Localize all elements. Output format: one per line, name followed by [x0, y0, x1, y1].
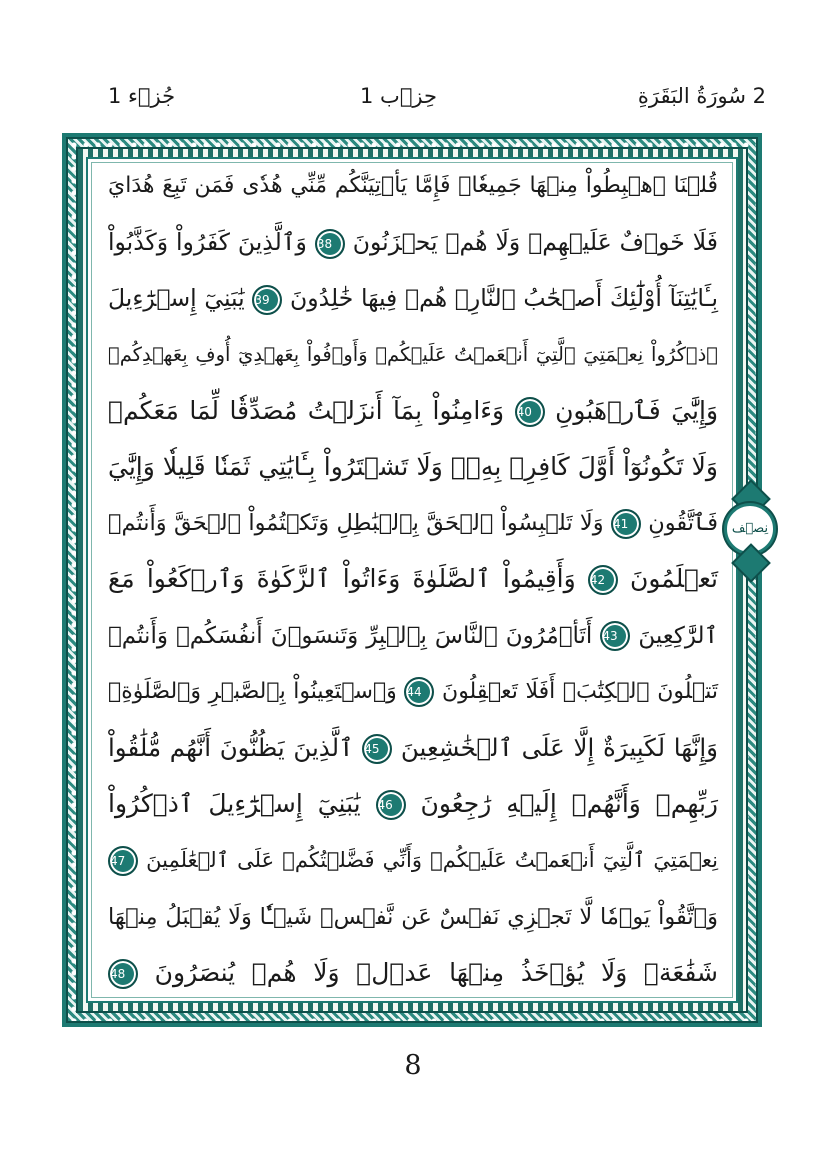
verse-line: [108, 160, 718, 212]
ayah-number-marker: 46: [376, 790, 406, 820]
page-header: [60, 84, 766, 118]
verse-text: وَٱتَّقُواْ يَوۡمٗا لَّا تَجۡزِي نَفۡسٌ عَن نَّفۡسٖ شَيۡـٔٗا وَلَا يُقۡبَلُ مِنۡهَا: [108, 903, 718, 930]
verse-text: يَٰبَنِيٓ إِسۡرَٰٓءِيلَ: [108, 284, 245, 313]
verse-line: [108, 778, 718, 830]
ayah-number-marker: 48: [108, 959, 138, 989]
verse-text: ٱلَّذِينَ يَظُنُّونَ أَنَّهُم مُّلَٰقُواْ: [108, 733, 354, 762]
ayah-number-marker: 45: [362, 734, 392, 764]
verse-text: قُلۡنَا ٱهۡبِطُواْ مِنۡهَا جَمِيعٗاۖ فَإِمَّا يَأۡتِيَنَّكُم مِّنِّي هُدٗى فَمَن تَبِعَ هُدَايَ: [108, 173, 718, 198]
verse-text: وَلَا تَلۡبِسُواْ ٱلۡحَقَّ بِٱلۡبَٰطِلِ وَتَكۡتُمُواْ ٱلۡحَقَّ وَأَنتُمۡ: [108, 510, 604, 537]
verse-line: [108, 610, 718, 662]
verse-text: وَإِيَّٰيَ فَٱرۡهَبُونِ: [555, 395, 719, 425]
verse-line: [108, 497, 718, 549]
nisf-margin-marker: [720, 485, 778, 577]
verse-line: [108, 441, 718, 493]
ayah-number-marker: 39: [252, 285, 282, 315]
ayah-number-marker: 38: [315, 229, 345, 259]
verse-text-area: [108, 160, 718, 1000]
verse-text: ٱلرَّٰكِعِينَ: [638, 622, 718, 649]
verse-text: وَأَقِيمُواْ ٱلصَّلَوٰةَ وَءَاتُواْ ٱلزَّكَوٰةَ وَٱرۡكَعُواْ مَعَ: [108, 564, 576, 594]
verse-text: فَٱتَّقُونِ: [648, 510, 719, 537]
verse-line: [108, 891, 718, 943]
ayah-number-marker: 43: [600, 621, 630, 651]
verse-text: وَءَامِنُواْ بِمَآ أَنزَلۡتُ مُصَدِّقٗا لِّمَا مَعَكُمۡ: [108, 395, 505, 425]
verse-line: [108, 722, 718, 774]
verse-text: تَعۡلَمُونَ: [629, 564, 719, 594]
hizb-label: حِزۡب 1: [360, 84, 437, 108]
juz-label: جُزۡء 1: [108, 84, 176, 108]
surah-name: سُورَةُ البَقَرَةِ: [637, 84, 746, 108]
verse-line: [108, 329, 718, 381]
page-number: 8: [404, 1050, 422, 1081]
ayah-number-marker: 40: [515, 397, 545, 427]
surah-number: 2: [752, 84, 766, 108]
verse-text: شَفَٰعَةٞ وَلَا يُؤۡخَذُ مِنۡهَا عَدۡلٞ وَلَا هُمۡ يُنصَرُونَ: [154, 957, 718, 987]
marker-label: نِصۡف: [724, 503, 776, 555]
ayah-number-marker: 41: [611, 509, 641, 539]
verse-text: أَتَأۡمُرُونَ ٱلنَّاسَ بِٱلۡبِرِّ وَتَنسَوۡنَ أَنفُسَكُمۡ وَأَنتُمۡ: [108, 622, 593, 649]
ayah-number-marker: 42: [588, 565, 618, 595]
verse-text: يَٰبَنِيٓ إِسۡرَٰٓءِيلَ ٱذۡكُرُواْ: [108, 789, 361, 819]
verse-line: [108, 834, 718, 886]
verse-text: بِـَٔايَٰتِنَآ أُوْلَٰٓئِكَ أَصۡحَٰبُ ٱلنَّارِۖ هُمۡ فِيهَا خَٰلِدُونَ: [290, 284, 718, 313]
verse-line: [108, 553, 718, 605]
verse-text: ٱذۡكُرُواْ نِعۡمَتِيَ ٱلَّتِيٓ أَنۡعَمۡتُ عَلَيۡكُمۡ وَأَوۡفُواْ بِعَهۡدِيٓ أُوفِ بِعَهۡدِكُمۡ: [108, 342, 718, 366]
verse-line: [108, 666, 718, 718]
verse-text: وَلَا تَكُونُوٓاْ أَوَّلَ كَافِرِۢ بِهِۦۖ وَلَا تَشۡتَرُواْ بِـَٔايَٰتِي ثَمَنٗا قَلِيلٗا وَإِيَّٰيَ: [108, 452, 718, 481]
verse-line: [108, 947, 718, 999]
verse-text: وَإِنَّهَا لَكَبِيرَةٌ إِلَّا عَلَى ٱلۡخَٰشِعِينَ: [400, 733, 718, 762]
ayah-number-marker: 44: [404, 677, 434, 707]
verse-text: وَٱلَّذِينَ كَفَرُواْ وَكَذَّبُواْ: [108, 228, 307, 257]
ayah-number-marker: 47: [108, 846, 138, 876]
verse-text: نِعۡمَتِيَ ٱلَّتِيٓ أَنۡعَمۡتُ عَلَيۡكُمۡ وَأَنِّي فَضَّلۡتُكُمۡ عَلَى ٱلۡعَٰلَمِينَ: [146, 848, 718, 873]
verse-text: تَتۡلُونَ ٱلۡكِتَٰبَۚ أَفَلَا تَعۡقِلُونَ: [442, 678, 718, 704]
verse-line: [108, 385, 718, 437]
surah-heading: [638, 84, 766, 108]
verse-text: وَٱسۡتَعِينُواْ بِٱلصَّبۡرِ وَٱلصَّلَوٰةِۚ: [108, 678, 397, 704]
verse-text: فَلَا خَوۡفٌ عَلَيۡهِمۡ وَلَا هُمۡ يَحۡزَنُونَ: [352, 228, 718, 257]
verse-line: [108, 216, 718, 268]
verse-line: [108, 272, 718, 324]
verse-text: رَبِّهِمۡ وَأَنَّهُمۡ إِلَيۡهِ رَٰجِعُونَ: [420, 789, 718, 819]
